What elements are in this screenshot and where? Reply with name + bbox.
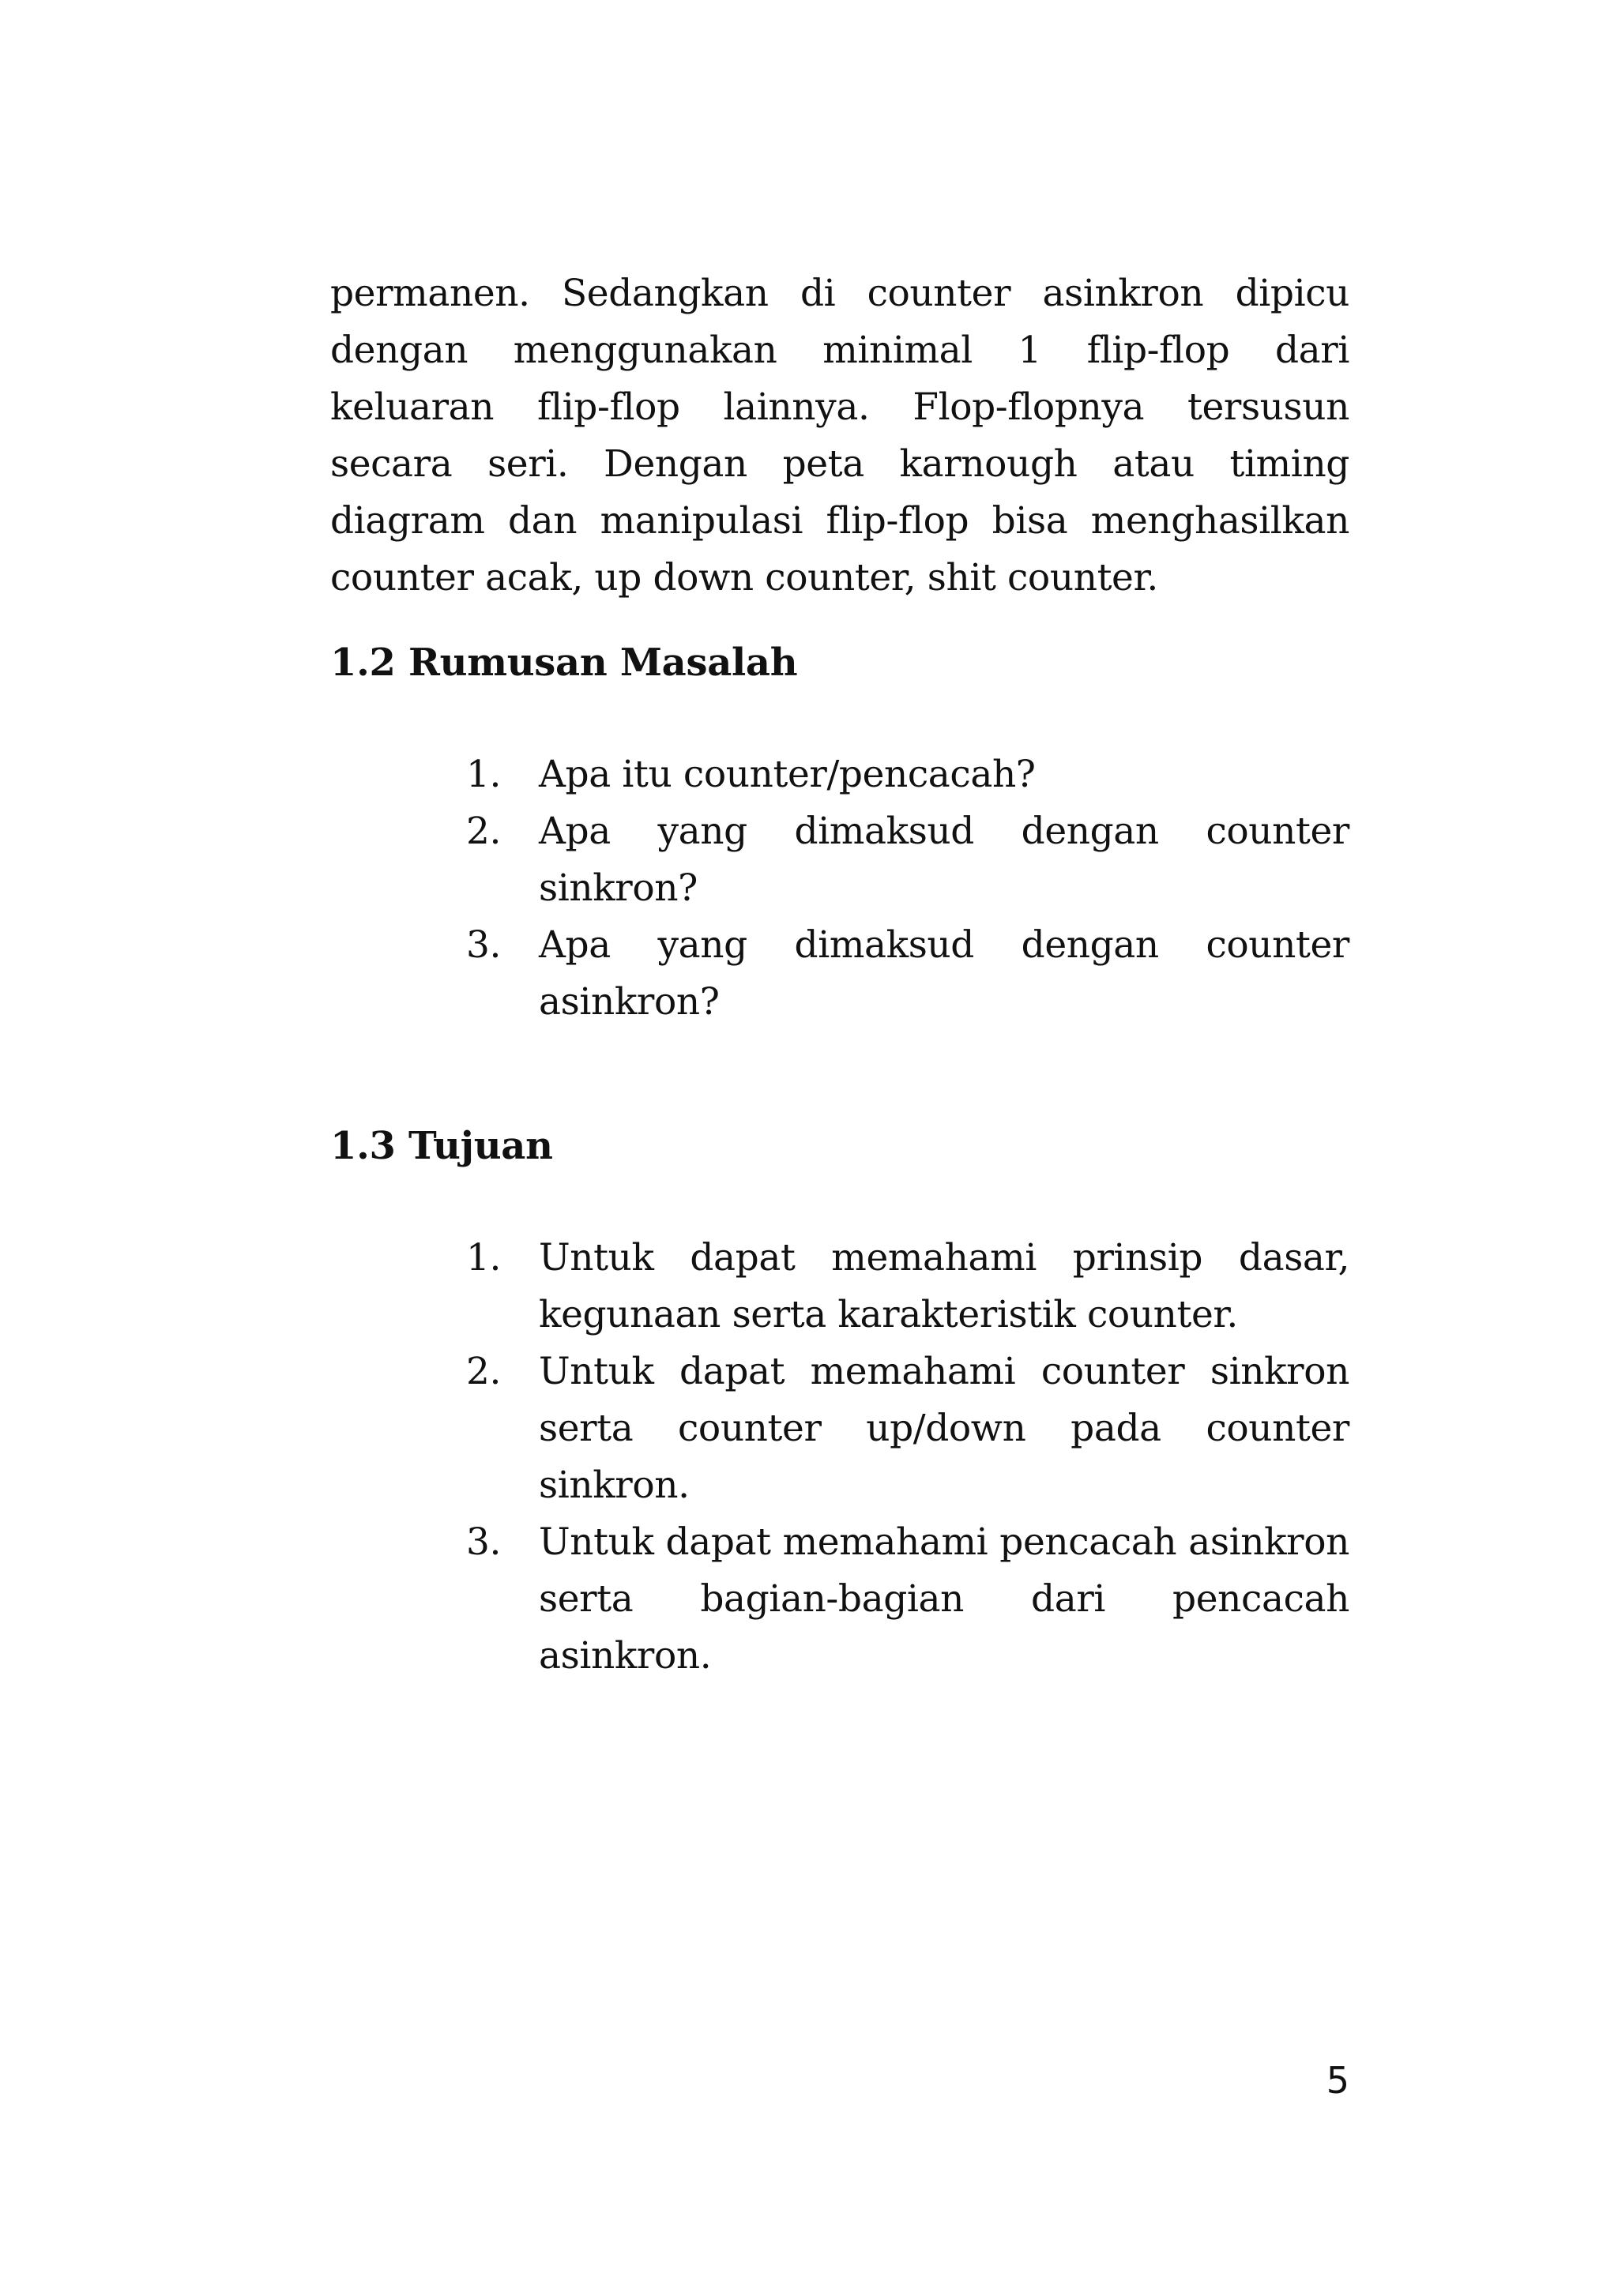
list-item: [466, 1230, 1349, 1343]
intro-paragraph: permanen. Sedangkan di counter asinkron dipicu dengan menggunakan minimal 1 flip-flop dari keluaran flip-flop lainnya. Flop-flopnya tersusun secara seri. Dengan peta karnough atau timing diagram dan manipulasi flip-flop bisa menghasilkan counter acak, up down counter, shit counter.: [330, 272, 1349, 599]
list-item-number: 3.: [466, 923, 502, 967]
list-item-text: Apa itu counter/pencacah?: [539, 753, 1036, 796]
section-heading-rumusan-masalah: 1.2 Rumusan Masalah: [330, 641, 798, 685]
rumusan-masalah-list: [466, 746, 1349, 1031]
list-item: [466, 917, 1349, 1031]
list-item-text: Untuk dapat memahami pencacah asinkron serta bagian-bagian dari pencacah asinkron.: [539, 1520, 1349, 1678]
list-item: [466, 1343, 1349, 1514]
list-item-number: 3.: [466, 1520, 502, 1564]
page-number: 5: [1326, 2059, 1349, 2102]
page-content: [330, 265, 1349, 1685]
list-item: [466, 746, 1349, 803]
list-item: [466, 803, 1349, 917]
list-item-text: Untuk dapat memahami counter sinkron serta counter up/down pada counter sinkron.: [539, 1350, 1349, 1507]
list-item-text: Apa yang dimaksud dengan counter sinkron?: [539, 810, 1349, 910]
list-item-number: 1.: [466, 753, 502, 796]
list-item-text: Untuk dapat memahami prinsip dasar, kegunaan serta karakteristik counter.: [539, 1236, 1349, 1336]
list-item-text: Apa yang dimaksud dengan counter asinkron?: [539, 923, 1349, 1024]
list-item-number: 2.: [466, 810, 502, 853]
list-item-number: 2.: [466, 1350, 502, 1393]
list-item-number: 1.: [466, 1236, 502, 1280]
list-item: [466, 1514, 1349, 1685]
section-heading-tujuan: 1.3 Tujuan: [330, 1124, 553, 1168]
tujuan-list: [466, 1230, 1349, 1685]
